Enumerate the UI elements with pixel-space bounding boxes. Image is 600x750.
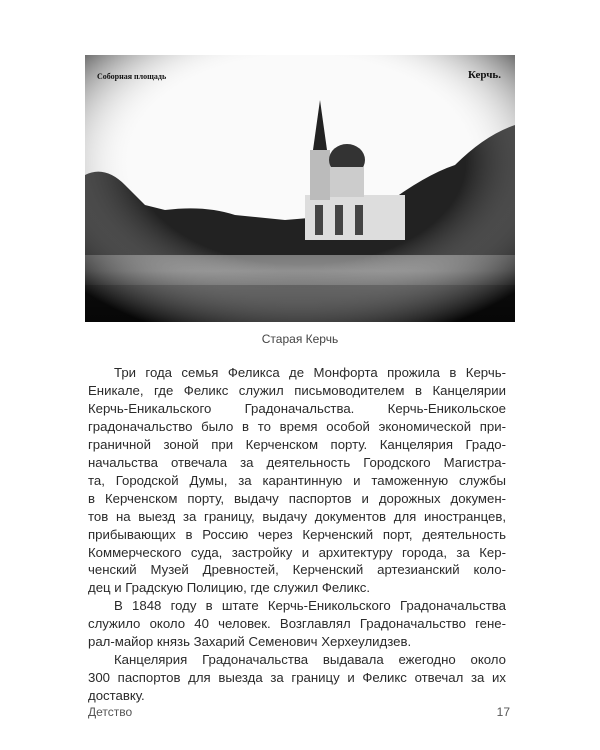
paragraph-line: прибывающих в Россию через Керченский порт, деятельность (88, 526, 506, 542)
paragraph-line: тов на выезд за границу, выдачу документов для иностранцев, (88, 508, 506, 524)
paragraph-line: граничной зоной при Керченском порту. Канцелярия Градо- (88, 436, 506, 452)
body-text (88, 364, 506, 705)
paragraph-line: рал-майор князь Захарий Семенович Херхеулидзев. (88, 634, 412, 650)
photo-label-left: Соборная площадь (97, 72, 167, 81)
photo-caption: Старая Керчь (261, 332, 339, 346)
paragraph-line: Керчь-Еникальского Градоначальства. Керчь-Еникольское (88, 400, 506, 416)
paragraph-line: 300 паспортов для выезда за границу и Феликс отвечал за их (88, 670, 506, 686)
photo-label-right: Керчь. (467, 69, 501, 81)
paragraph-line: Канцелярия Градоначальства выдавала ежегодно около (114, 652, 506, 668)
church-photo-image (85, 55, 515, 322)
page-number: 17 (496, 705, 510, 719)
old-kerch-photo (85, 55, 515, 322)
paragraph-line: градоначальство было в то время особой экономической при- (88, 418, 506, 434)
paragraph-line: ченский Музей Древностей, Керченский артезианский коло- (88, 562, 506, 578)
paragraph-line: та, Городской Думы, за карантинную и таможенную службы (88, 472, 506, 488)
paragraph-line: В 1848 году в штате Керчь-Еникольского Градоначальства (114, 598, 506, 614)
paragraph-line: Три года семья Феликса де Монфорта прожила в Керчь- (114, 365, 506, 380)
paragraph-line: Коммерческого суда, застройку и архитектуру города, за Кер- (88, 544, 506, 560)
paragraph-line: доставку. (88, 688, 145, 704)
paragraph-line: начальства отвечала за деятельность Городского Магистра- (88, 454, 506, 470)
paragraph-line: в Керченском порту, выдачу паспортов и дорожных докумен- (88, 490, 506, 506)
paragraph-line: дец и Градскую Полицию, где служил Феликс. (88, 580, 371, 596)
footer-section-title: Детство (88, 705, 133, 719)
paragraph-line: Еникале, где Феликс служил письмоводителем в Канцелярии (88, 382, 506, 398)
paragraph-line: служило около 40 человек. Возглавлял Градоначальство гене- (88, 616, 506, 632)
